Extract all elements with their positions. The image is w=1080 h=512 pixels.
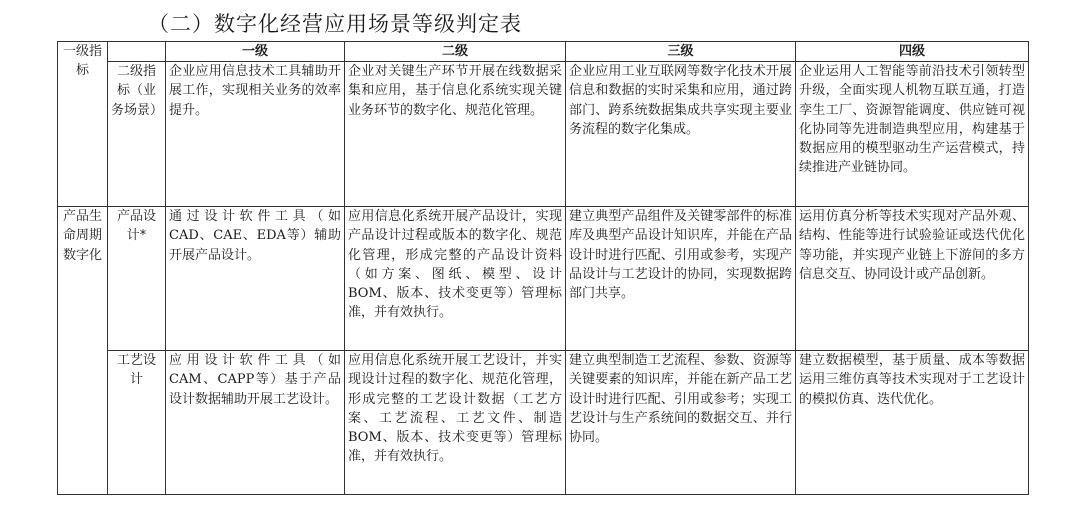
definition-level-3: 企业应用工业互联网等数字化技术开展信息和数据的实时采集和应用，通过跨部门、跨系统数据集成共享实现主要业务流程的数字化集成。 [566,62,796,207]
product-design-level-3: 建立典型产品组件及关键零部件的标准库及典型产品设计知识库，并能在产品设计时进行匹配、引用或参考，实现产品设计与工艺设计的协同，实现数据跨部门共享。 [566,207,796,351]
process-design-level-3: 建立典型制造工艺流程、参数、资源等关键要素的知识库，并能在新产品工艺设计时进行匹配、引用或参考；实现工艺设计与生产系统间的数据交互、并行协同。 [566,351,796,495]
product-design-level-2: 应用信息化系统开展产品设计，实现产品设计过程或版本的数字化、规范化管理，形成完整的产品设计资料（如方案、图纸、模型、设计BOM、版本、技术变更等）管理标准，并有效执行。 [345,207,566,351]
process-design-level-4: 建立数据模型，基于质量、成本等数据运用三维仿真等技术实现对于工艺设计的模拟仿真、迭代优化。 [796,351,1029,495]
product-design-level-1: 通过设计软件工具（如CAD、CAE、EDA等）辅助开展产品设计。 [166,207,345,351]
definition-level-4: 企业运用人工智能等前沿技术引领转型升级，全面实现人机物互联互通，打造孪生工厂、资源智能调度、供应链可视化协同等先进制造典型应用，构建基于数据应用的模型驱动生产运营模式，持续推进产业链协同。 [796,62,1029,207]
category-product-lifecycle: 产品生命周期数字化 [58,207,108,495]
level2-indicator-header: 二级指标（业务场景） [108,62,166,207]
product-design-level-4: 运用仿真分析等技术实现对产品外观、结构、性能等进行试验验证或迭代优化等功能，并实现产业链上下游间的多方信息交互、协同设计或产品创新。 [796,207,1029,351]
level-header-4: 四级 [796,42,1029,62]
level1-indicator-header: 一级指标 [58,42,108,207]
header-blank-cell [108,42,166,62]
definition-level-1: 企业应用信息技术工具辅助开展工作，实现相关业务的效率提升。 [166,62,345,207]
page-title: （二）数字化经营应用场景等级判定表 [148,12,522,36]
level-header-3: 三级 [566,42,796,62]
level-judgment-table [57,41,1029,495]
process-design-level-2: 应用信息化系统开展工艺设计，并实现设计过程的数字化、规范化管理，形成完整的工艺设计数据（工艺方案、工艺流程、工艺文件、制造BOM、版本、技术变更等）管理标准，并有效执行。 [345,351,566,495]
scenario-row-process-design [58,351,1029,495]
level-header-2: 二级 [345,42,566,62]
definition-row [58,62,1029,207]
scenario-row-product-design [58,207,1029,351]
process-design-level-1: 应用设计软件工具（如CAM、CAPP等）基于产品设计数据辅助开展工艺设计。 [166,351,345,495]
scenario-name-product-design: 产品设计* [108,207,166,351]
scenario-name-process-design: 工艺设计 [108,351,166,495]
header-row [58,42,1029,62]
definition-level-2: 企业对关键生产环节开展在线数据采集和应用，基于信息化系统实现关键业务环节的数字化、规范化管理。 [345,62,566,207]
level-header-1: 一级 [166,42,345,62]
